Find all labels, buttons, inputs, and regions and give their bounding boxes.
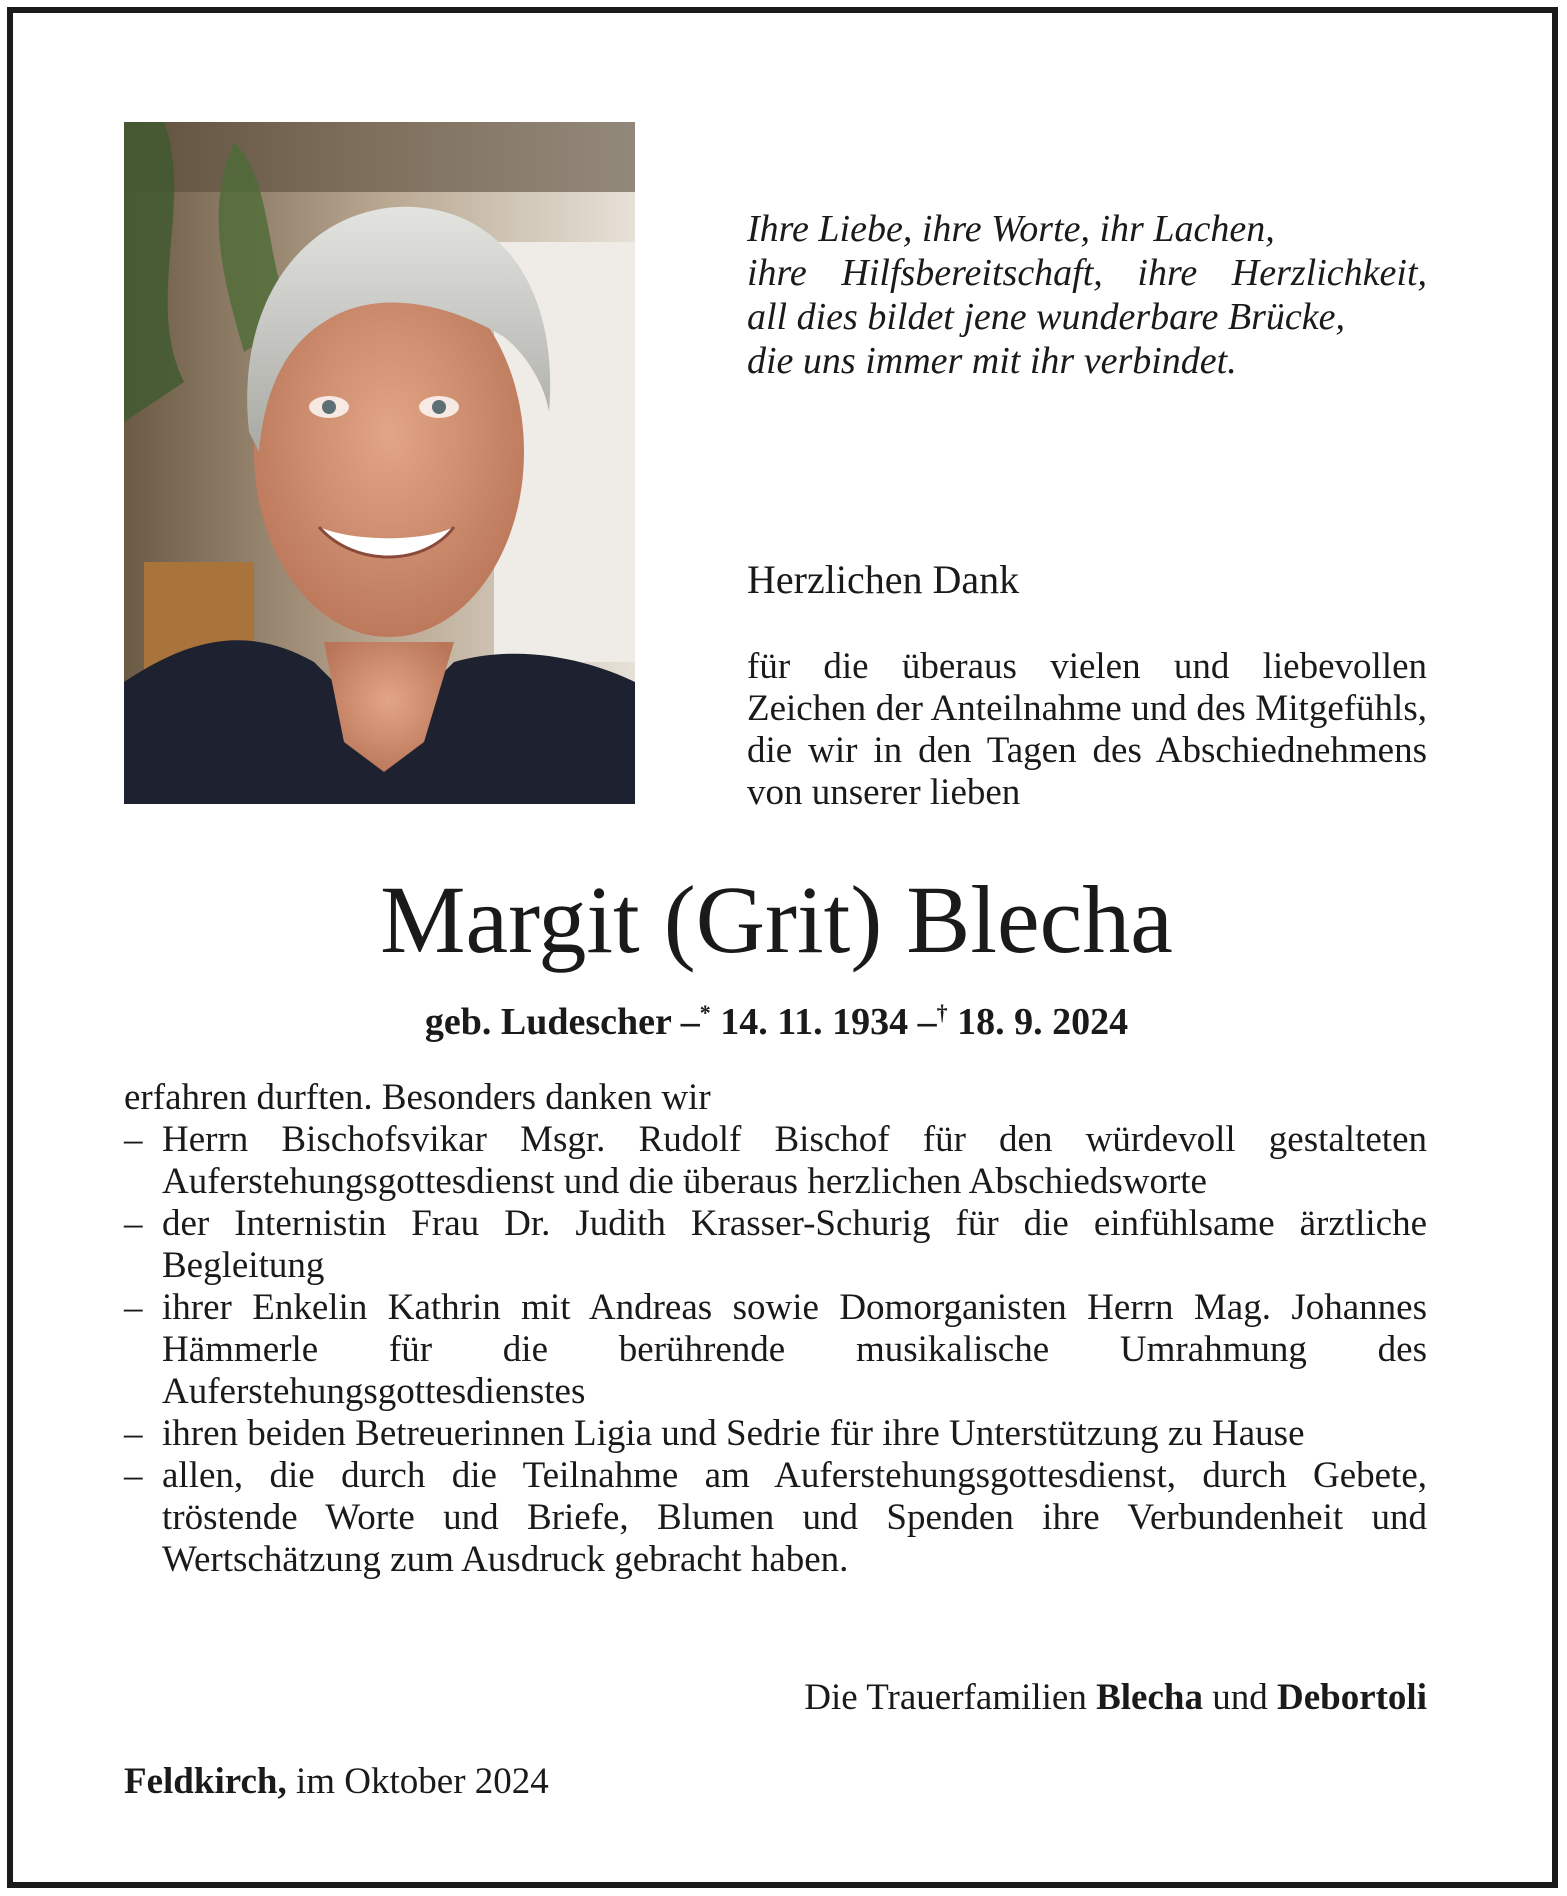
list-item-text: der Internistin Frau Dr. Judith Krasser-Schurig für die einfühlsame ärztliche Begleitung <box>162 1203 1427 1286</box>
place-and-date <box>124 1760 549 1804</box>
bullet-dash: – <box>124 1455 143 1496</box>
memorial-poem <box>747 207 1427 383</box>
list-item-text: ihrer Enkelin Kathrin mit Andreas sowie Domorganisten Herrn Mag. Johannes Hämmerle für die berührende musikalische Umrahmung des Auferstehungsgottesdienstes <box>162 1287 1427 1412</box>
family-signature <box>124 1676 1427 1720</box>
list-item-text: Herrn Bischofsvikar Msgr. Rudolf Bischof für den würdevoll gestalteten Auferstehungsgottesdienst und die überaus herzlichen Abschiedsworte <box>162 1119 1427 1202</box>
thanks-text: für die überaus vielen und liebevollen Zeichen der Anteilnahme und des Mitgefühls, die wir in den Tagen des Abschiednehmens von unserer lieben <box>747 646 1427 813</box>
birth-date: 14. 11. 1934 <box>720 1001 909 1043</box>
death-date: 18. 9. 2024 <box>957 1001 1129 1043</box>
bullet-dash: – <box>124 1203 143 1244</box>
poem-line: Ihre Liebe, ihre Worte, ihr Lachen, <box>747 208 1275 250</box>
thanks-heading: Herzlichen Dank <box>747 557 1020 602</box>
place-city: Feldkirch, <box>124 1761 287 1802</box>
poem-line: ihre Hilfsbereitschaft, ihre Herzlichkeit, <box>747 252 1427 294</box>
life-dates <box>0 990 1553 1045</box>
family-name: Debortoli <box>1276 1677 1427 1718</box>
signature-conjunction: und <box>1212 1677 1268 1718</box>
acknowledgements-intro: erfahren durften. Besonders danken wir <box>124 1077 711 1118</box>
portrait-illustration <box>124 122 635 804</box>
date-separator: – <box>917 1001 937 1043</box>
list-item <box>124 1119 1427 1203</box>
family-name: Blecha <box>1096 1677 1203 1718</box>
list-item-text: ihren beiden Betreuerinnen Ligia und Sedrie für ihre Unterstützung zu Hause <box>162 1413 1305 1454</box>
signature-prefix: Die Trauerfamilien <box>804 1677 1087 1718</box>
acknowledgements-list <box>124 1119 1427 1581</box>
death-symbol: † <box>936 1000 948 1025</box>
bullet-dash: – <box>124 1413 143 1454</box>
place-date: im Oktober 2024 <box>296 1761 549 1802</box>
deceased-name: Margit (Grit) Blecha <box>380 866 1173 973</box>
list-item <box>124 1413 1427 1455</box>
maiden-name: geb. Ludescher <box>424 1001 672 1043</box>
poem-line: die uns immer mit ihr verbindet. <box>747 340 1237 382</box>
birth-symbol: * <box>699 1000 711 1025</box>
bullet-dash: – <box>124 1287 143 1328</box>
bullet-dash: – <box>124 1119 143 1160</box>
list-item <box>124 1455 1427 1581</box>
list-item <box>124 1203 1427 1287</box>
list-item-text: allen, die durch die Teilnahme am Auferstehungsgottesdienst, durch Gebete, tröstende Worte und Briefe, Blumen und Spenden ihre Verbundenheit und Wertschätzung zum Ausdruck gebracht haben. <box>162 1455 1427 1580</box>
list-item <box>124 1287 1427 1413</box>
poem-line: all dies bildet jene wunderbare Brücke, <box>747 296 1345 338</box>
acknowledgements <box>124 1077 1427 1581</box>
date-separator: – <box>680 1001 700 1043</box>
portrait-photo <box>124 122 635 804</box>
